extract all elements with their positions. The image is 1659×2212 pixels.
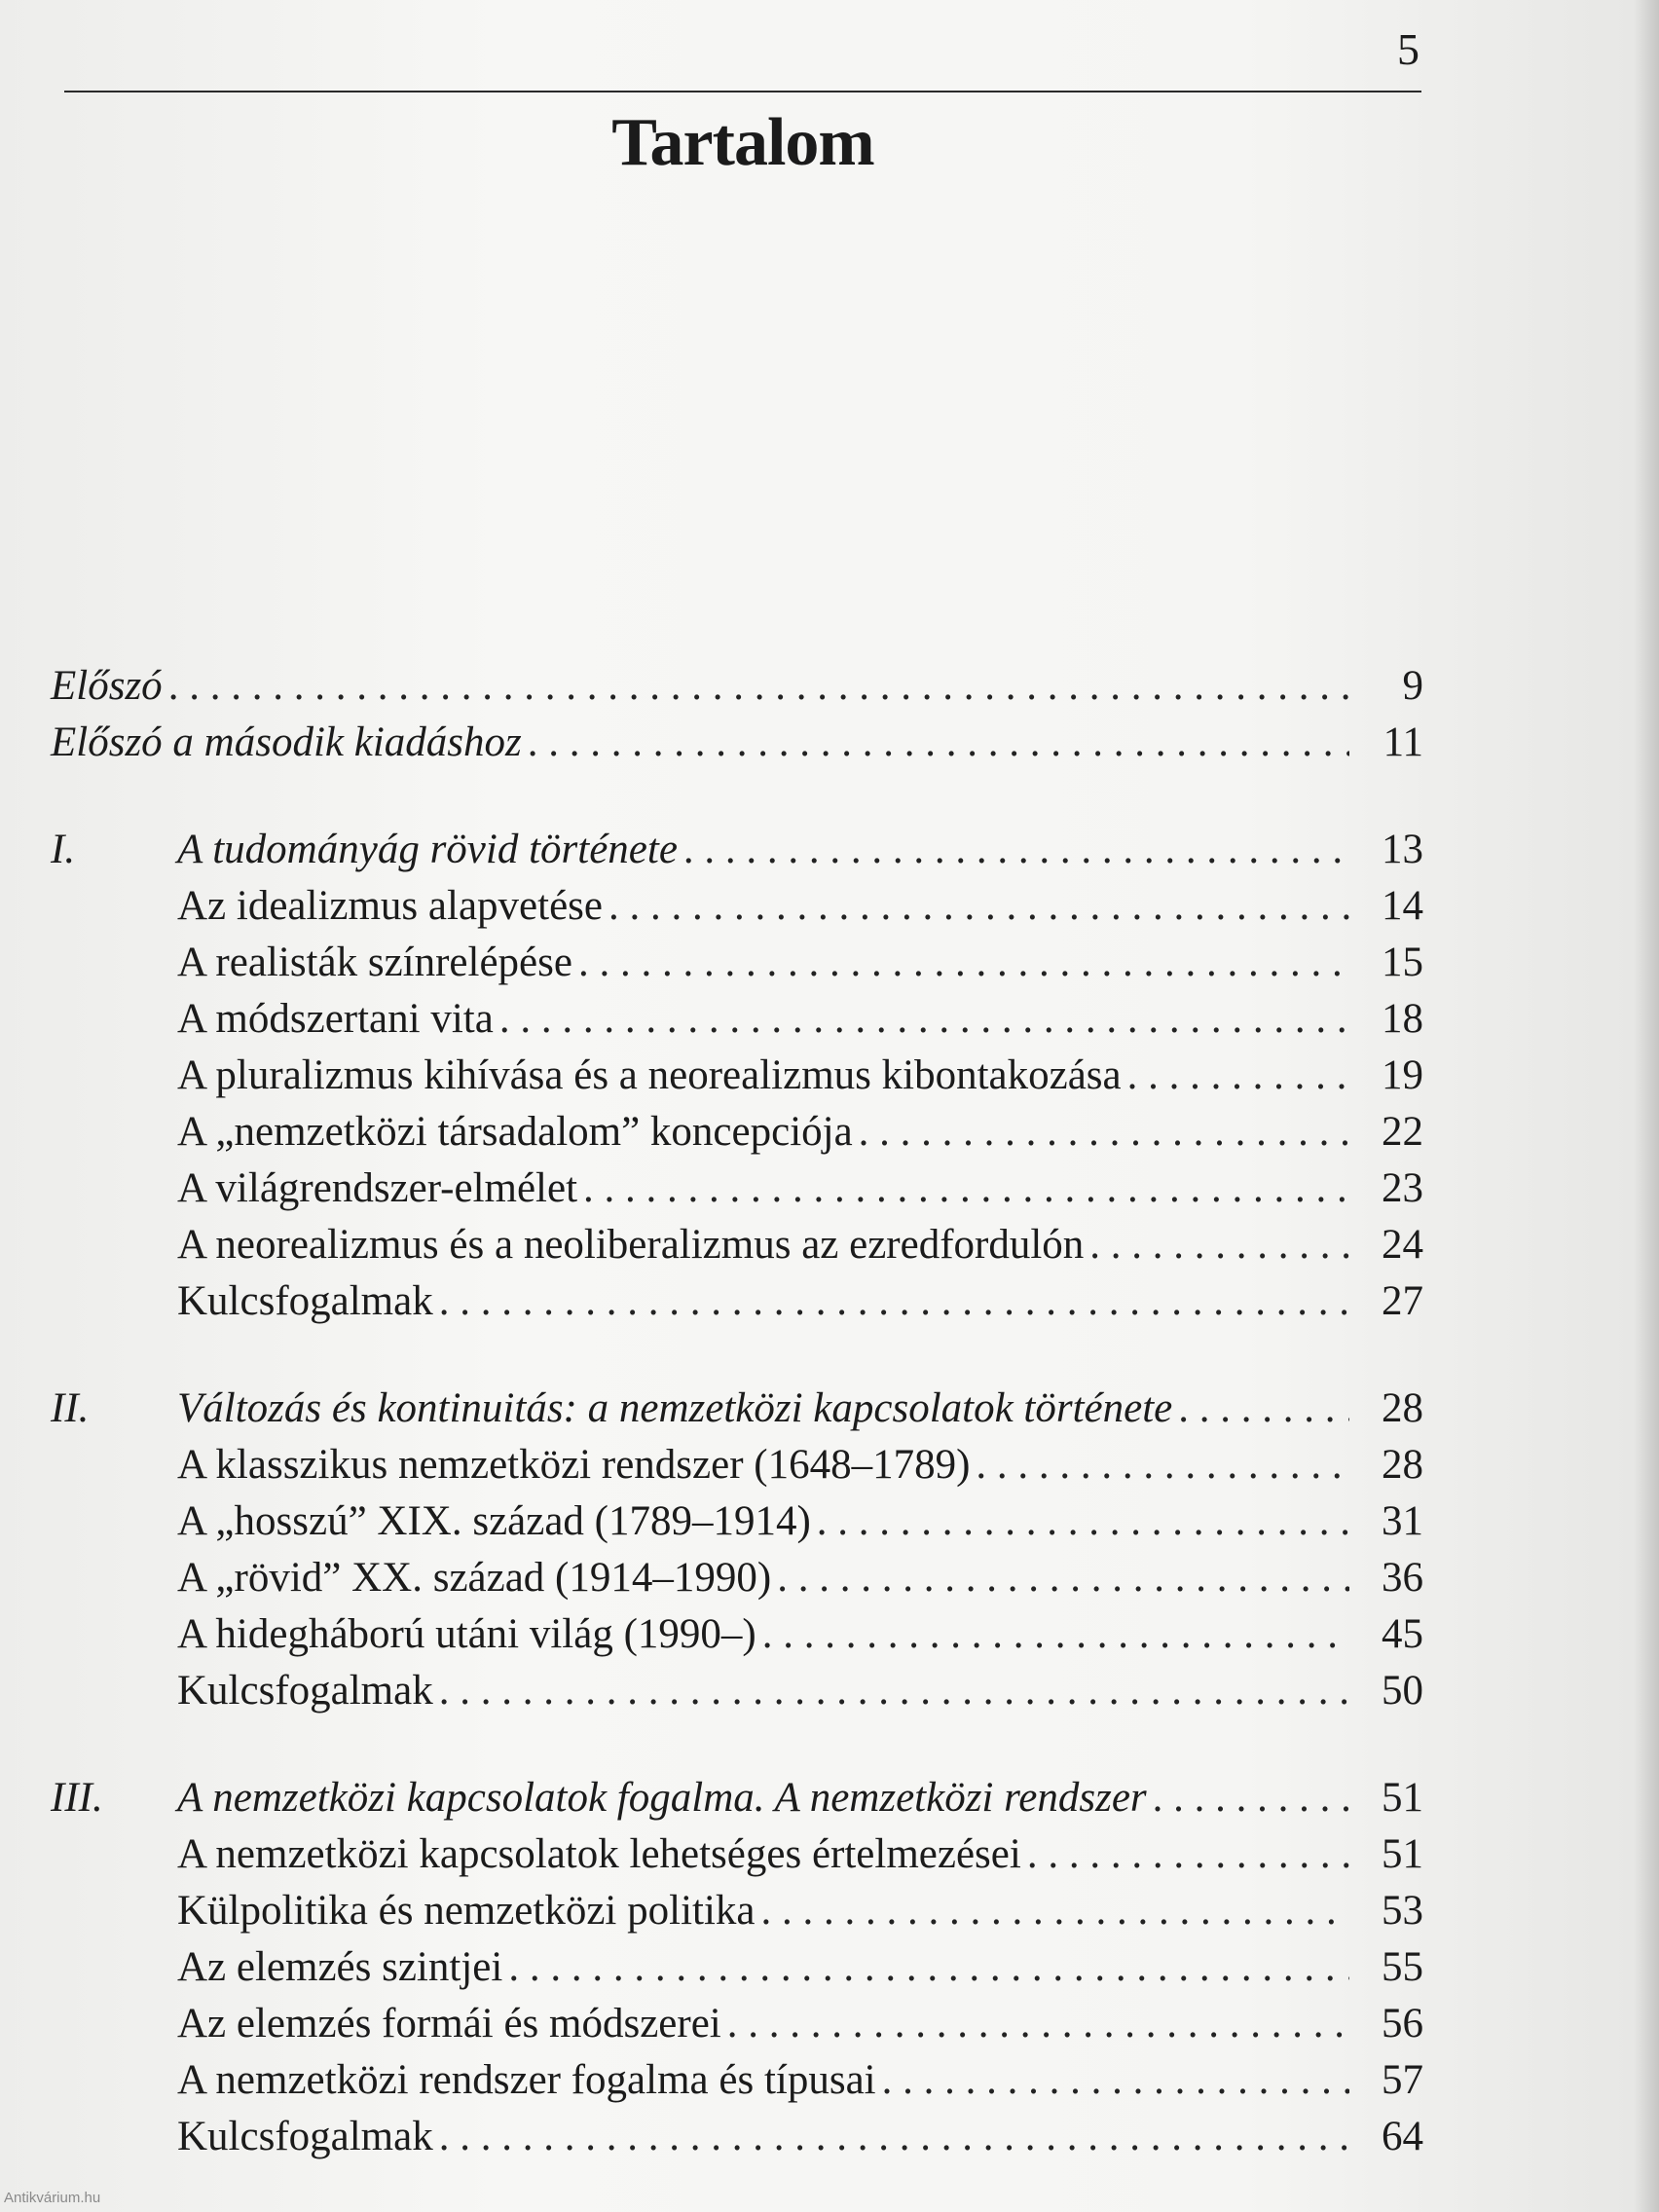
section-page: 18 (1382, 996, 1423, 1042)
section-title: Kulcsfogalmak (177, 1668, 433, 1714)
toc-section (51, 1161, 1423, 1217)
section-page: 22 (1382, 1109, 1423, 1155)
dot-leader (817, 1493, 1349, 1550)
dot-leader (762, 1606, 1349, 1663)
section-title: A neorealizmus és a neoliberalizmus az ezredfordulón (177, 1222, 1085, 1268)
toc-section (51, 2109, 1423, 2165)
dot-leader (508, 1939, 1349, 1996)
toc-chapter-3 (51, 1770, 1423, 1826)
section-title: A klasszikus nemzetközi rendszer (1648–1789) (177, 1442, 971, 1488)
toc-section (51, 935, 1423, 991)
toc-section (51, 991, 1423, 1048)
toc-section (51, 878, 1423, 935)
toc-section (51, 1939, 1423, 1996)
toc-section (51, 1217, 1423, 1273)
toc-section (51, 1883, 1423, 1939)
section-title: A „nemzetközi társadalom” koncepciója (177, 1109, 853, 1155)
page-number: 5 (1397, 24, 1419, 74)
chapter-number: I. (51, 827, 76, 872)
section-title: A pluralizmus kihívása és a neorealizmus kibontakozása (177, 1052, 1122, 1098)
toc-entry-page: 9 (1402, 663, 1423, 709)
section-page: 23 (1382, 1165, 1423, 1211)
toc-section (51, 1826, 1423, 1883)
dot-leader (583, 1161, 1349, 1217)
section-title: A „rövid” XX. század (1914–1990) (177, 1555, 772, 1601)
section-page: 15 (1382, 940, 1423, 985)
toc-section (51, 1550, 1423, 1606)
dot-leader (439, 1663, 1349, 1719)
section-title: Kulcsfogalmak (177, 1278, 433, 1324)
watermark: Antikvárium.hu (4, 2190, 101, 2206)
section-title: Kulcsfogalmak (177, 2114, 433, 2159)
dot-leader (1178, 1381, 1349, 1437)
dot-leader (499, 991, 1349, 1048)
dot-leader (777, 1550, 1349, 1606)
section-title: Külpolitika és nemzetközi politika (177, 1888, 756, 1934)
dot-leader (1027, 1826, 1349, 1883)
dot-leader (1089, 1217, 1349, 1273)
dot-leader (439, 1273, 1349, 1330)
dot-leader (727, 1996, 1349, 2052)
dot-leader (1127, 1048, 1349, 1104)
toc-section (51, 1996, 1423, 2052)
section-page: 53 (1382, 1888, 1423, 1934)
chapter-page: 13 (1382, 827, 1423, 872)
toc-section (51, 1048, 1423, 1104)
section-page: 64 (1382, 2114, 1423, 2159)
dot-leader (578, 935, 1349, 991)
toc-section (51, 1273, 1423, 1330)
section-title: Az idealizmus alapvetése (177, 883, 603, 929)
dot-leader (859, 1104, 1349, 1161)
chapter-title: A tudományág rövid története (177, 827, 678, 872)
toc-entry-title: Előszó a második kiadáshoz (51, 719, 522, 765)
section-page: 28 (1382, 1442, 1423, 1488)
header-rule (64, 91, 1421, 92)
chapter-title: A nemzetközi kapcsolatok fogalma. A nemzetközi rendszer (177, 1775, 1147, 1821)
toc-section (51, 1606, 1423, 1663)
toc-chapter-2 (51, 1381, 1423, 1437)
toc-section (51, 2052, 1423, 2109)
section-title: A „hosszú” XIX. század (1789–1914) (177, 1498, 811, 1544)
section-page: 31 (1382, 1498, 1423, 1544)
dot-leader (882, 2052, 1349, 2109)
chapter-title: Változás és kontinuitás: a nemzetközi kapcsolatok története (177, 1385, 1173, 1431)
dot-leader (608, 878, 1349, 935)
dot-leader (168, 658, 1349, 715)
toc-entry-page: 11 (1382, 719, 1423, 765)
dot-leader (683, 822, 1349, 878)
page-title: Tartalom (611, 105, 874, 180)
section-title: A módszertani vita (177, 996, 494, 1042)
page-edge-shadow (1634, 0, 1659, 2212)
section-page: 56 (1382, 2001, 1423, 2046)
section-page: 19 (1382, 1052, 1423, 1098)
section-title: A világrendszer-elmélet (177, 1165, 578, 1211)
section-page: 51 (1382, 1831, 1423, 1877)
toc-entry-second-edition-foreword (51, 715, 1423, 771)
section-page: 45 (1382, 1611, 1423, 1657)
dot-leader (1153, 1770, 1349, 1826)
toc-section (51, 1437, 1423, 1493)
toc-section (51, 1493, 1423, 1550)
toc-entry-title: Előszó (51, 663, 163, 709)
toc-section (51, 1663, 1423, 1719)
dot-leader (528, 715, 1349, 771)
section-title: A realisták színrelépése (177, 940, 572, 985)
section-page: 55 (1382, 1944, 1423, 1990)
dot-leader (761, 1883, 1350, 1939)
section-page: 36 (1382, 1555, 1423, 1601)
chapter-page: 28 (1382, 1385, 1423, 1431)
table-of-contents (51, 658, 1423, 2165)
toc-section (51, 1104, 1423, 1161)
section-page: 27 (1382, 1278, 1423, 1324)
section-page: 50 (1382, 1668, 1423, 1714)
chapter-page: 51 (1382, 1775, 1423, 1821)
section-page: 57 (1382, 2057, 1423, 2103)
section-page: 14 (1382, 883, 1423, 929)
toc-chapter-1 (51, 822, 1423, 878)
section-title: A nemzetközi kapcsolatok lehetséges értelmezései (177, 1831, 1021, 1877)
dot-leader (439, 2109, 1349, 2165)
section-title: A hidegháború utáni világ (1990–) (177, 1611, 756, 1657)
section-title: Az elemzés formái és módszerei (177, 2001, 721, 2046)
toc-entry-foreword (51, 658, 1423, 715)
section-title: Az elemzés szintjei (177, 1944, 503, 1990)
section-page: 24 (1382, 1222, 1423, 1268)
chapter-number: III. (51, 1775, 103, 1821)
chapter-number: II. (51, 1385, 90, 1431)
section-title: A nemzetközi rendszer fogalma és típusai (177, 2057, 876, 2103)
dot-leader (976, 1437, 1349, 1493)
